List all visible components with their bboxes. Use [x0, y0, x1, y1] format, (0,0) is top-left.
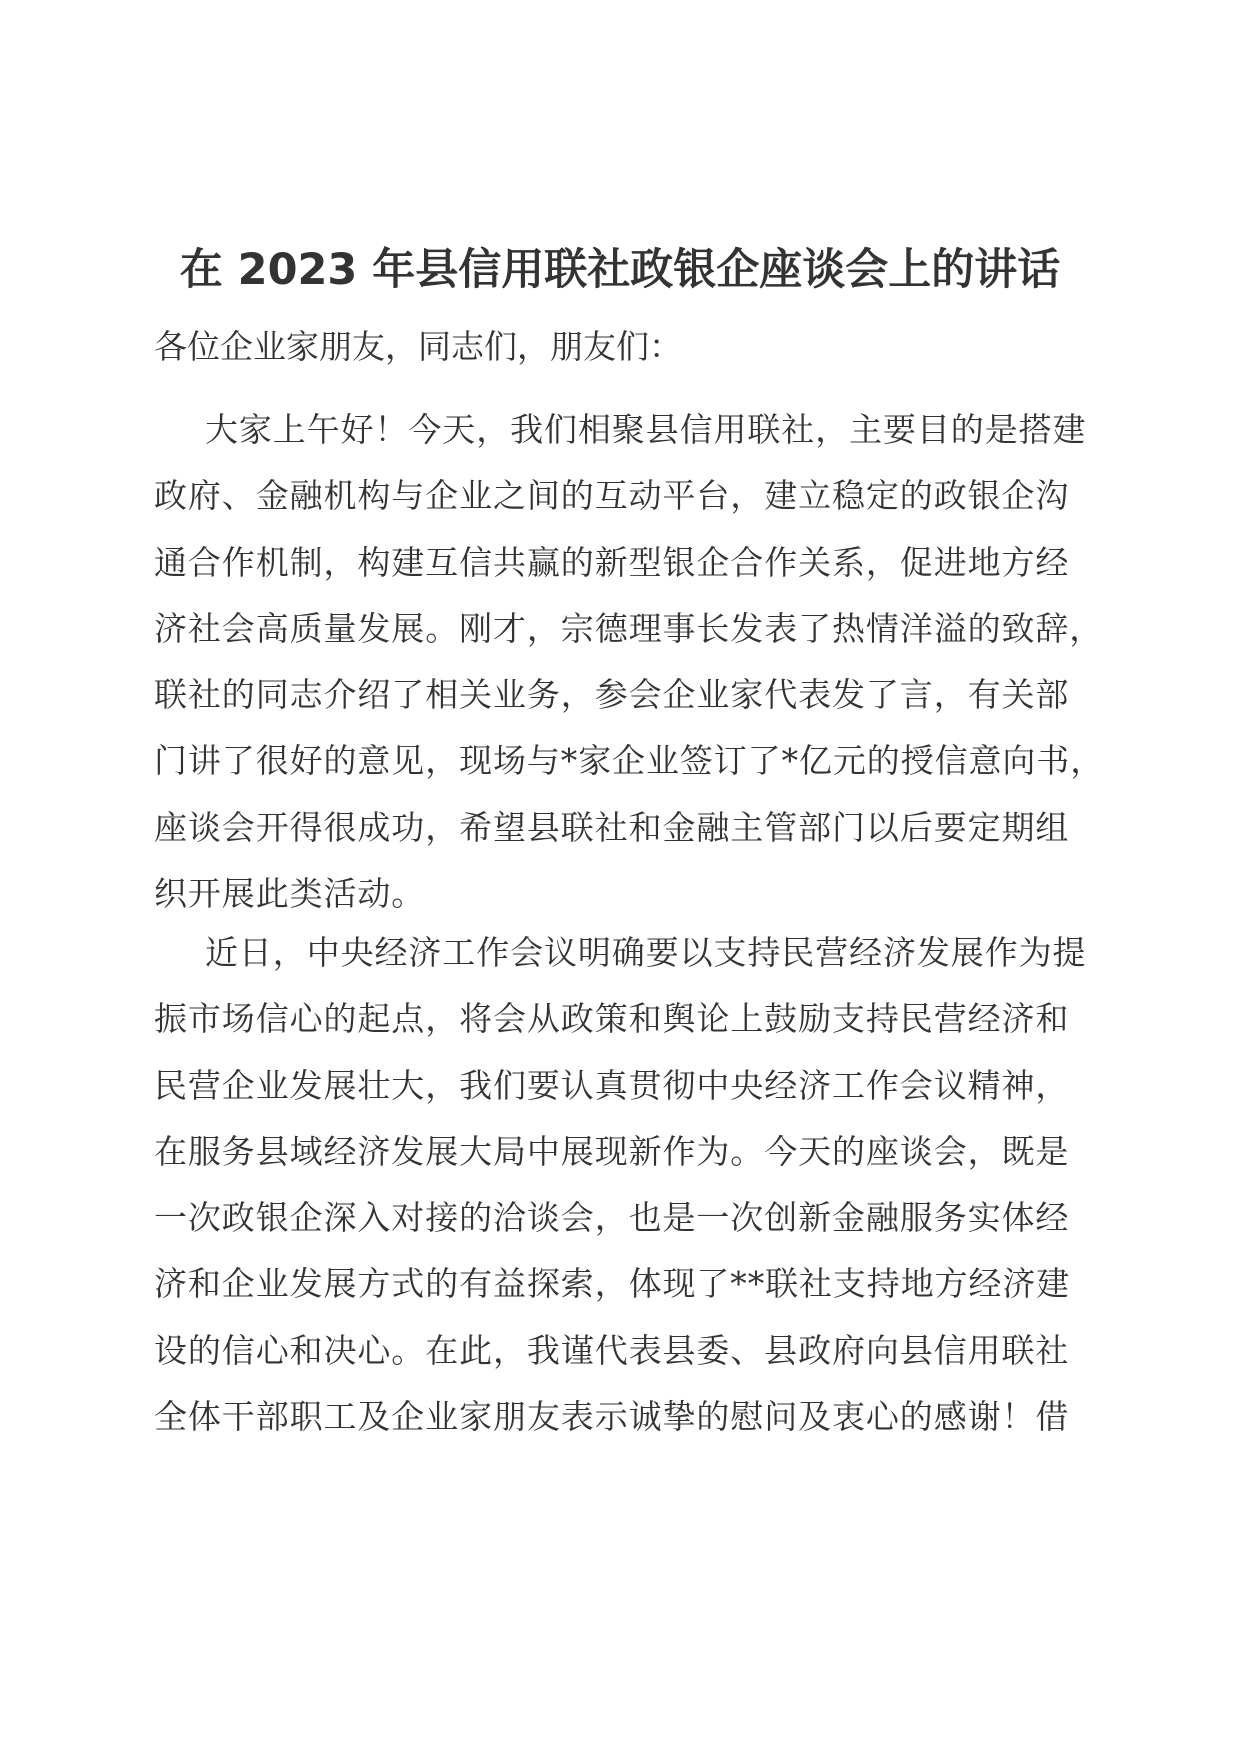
paragraph-line: 全体干部职工及企业家朋友表示诚挚的慰问及衷心的感谢！借 — [154, 1397, 1070, 1437]
paragraph-line: 门讲了很好的意见，现场与*家企业签订了*亿元的授信意向书， — [154, 741, 1105, 781]
paragraph-line: 济社会高质量发展。刚才，宗德理事长发表了热情洋溢的致辞， — [154, 608, 1104, 648]
salutation: 各位企业家朋友，同志们，朋友们： — [154, 327, 682, 366]
paragraph-line: 座谈会开得很成功，希望县联社和金融主管部门以后要定期组 — [154, 807, 1070, 847]
paragraph-line: 在服务县域经济发展大局中展现新作为。今天的座谈会，既是 — [154, 1131, 1070, 1171]
paragraph-2 — [154, 920, 1087, 1450]
paragraph-line: 济和企业发展方式的有益探索，体现了**联社支持地方经济建 — [154, 1264, 1071, 1304]
paragraph-line: 一次政银企深入对接的洽谈会，也是一次创新金融服务实体经 — [154, 1198, 1070, 1238]
paragraph-line: 设的信心和决心。在此，我谨代表县委、县政府向县信用联社 — [154, 1330, 1070, 1370]
paragraph-line: 联社的同志介绍了相关业务，参会企业家代表发了言，有关部 — [154, 675, 1070, 715]
paragraph-line: 政府、金融机构与企业之间的互动平台，建立稳定的政银企沟 — [154, 476, 1070, 516]
paragraph-line: 大家上午好！今天，我们相聚县信用联社，主要目的是搭建 — [205, 410, 1087, 449]
document-title: 在 2023 年县信用联社政银企座谈会上的讲话 — [179, 245, 1061, 295]
paragraph-line: 近日，中央经济工作会议明确要以支持民营经济发展作为提 — [205, 933, 1087, 972]
paragraph-1 — [154, 397, 1105, 927]
paragraph-line: 织开展此类活动。 — [154, 874, 426, 914]
paragraph-line: 振市场信心的起点，将会从政策和舆论上鼓励支持民营经济和 — [154, 999, 1070, 1039]
paragraph-line: 民营企业发展壮大，我们要认真贯彻中央经济工作会议精神， — [154, 1065, 1070, 1105]
paragraph-line: 通合作机制，构建互信共赢的新型银企合作关系，促进地方经 — [154, 542, 1070, 582]
